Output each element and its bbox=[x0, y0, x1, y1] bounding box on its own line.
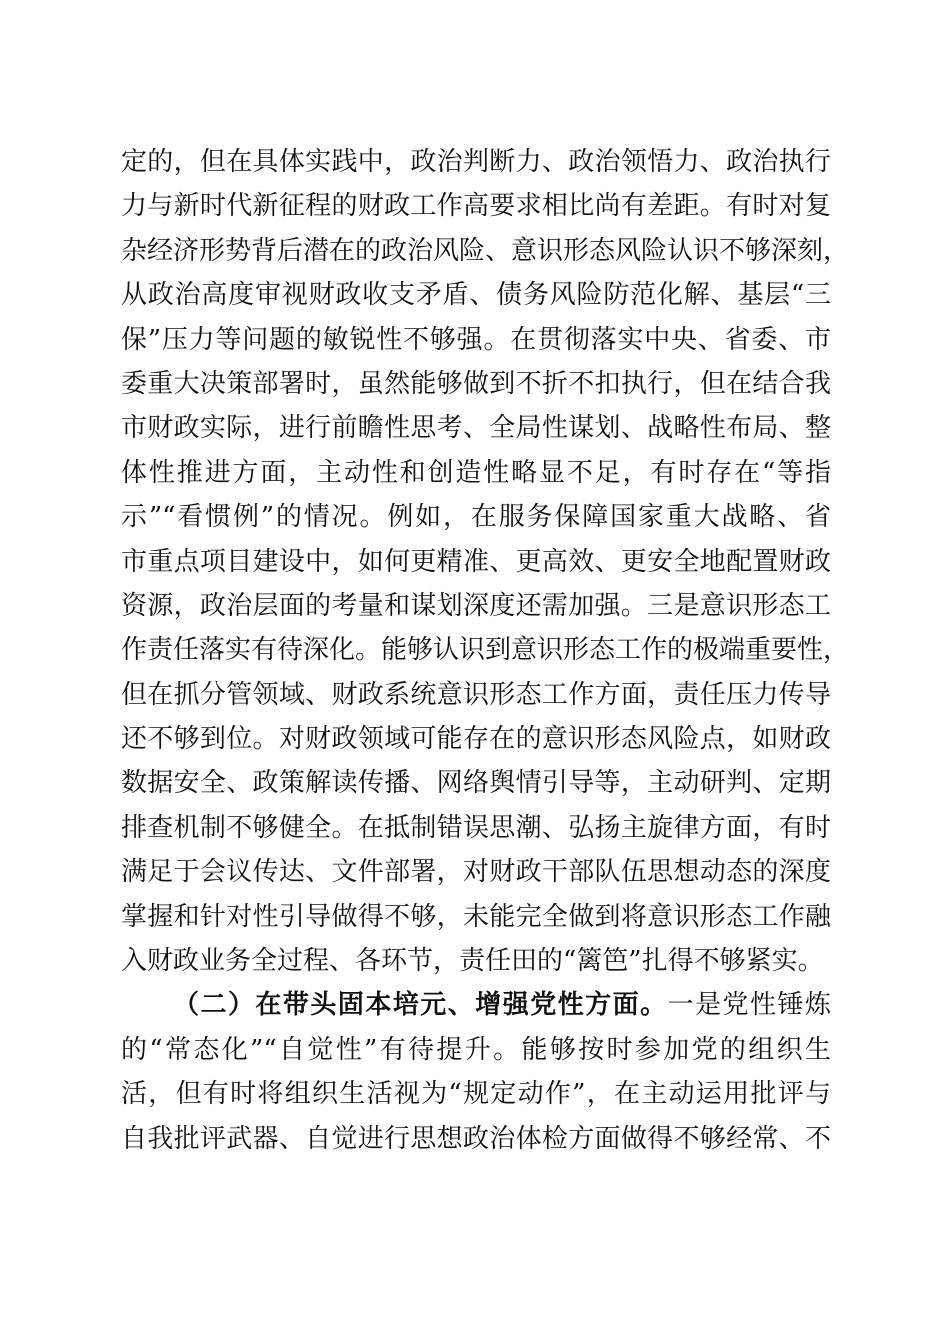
text-line: 掌握和针对性引导做得不够，未能完全做到将意识形态工作融 bbox=[121, 901, 831, 932]
text-line: 还不够到位。对财政领域可能存在的意识形态风险点，如财政 bbox=[121, 724, 831, 755]
text-line: 资源，政治层面的考量和谋划深度还需加强。三是意识形态工 bbox=[121, 590, 831, 621]
text-line: 体性推进方面，主动性和创造性略显不足，有时存在“等指 bbox=[121, 457, 831, 488]
text-line: 自我批评武器、自觉进行思想政治体检方面做得不够经常、不 bbox=[121, 1123, 831, 1154]
section-first-line bbox=[121, 983, 831, 1027]
text-line: 排查机制不够健全。在抵制错误思潮、弘扬主旋律方面，有时 bbox=[121, 812, 831, 843]
text-line: 活，但有时将组织生活视为“规定动作”，在主动运用批评与 bbox=[121, 1079, 831, 1110]
text-line: 市重点项目建设中，如何更精准、更高效、更安全地配置财政 bbox=[121, 546, 831, 577]
section-first-line-rest: 一是党性锤炼 bbox=[667, 990, 831, 1021]
text-line: 委重大决策部署时，虽然能够做到不折不扣执行，但在结合我 bbox=[121, 368, 831, 399]
text-line: 市财政实际，进行前瞻性思考、全局性谋划、战略性布局、整 bbox=[121, 413, 831, 444]
text-line: 从政治高度审视财政收支矛盾、债务风险防范化解、基层“三 bbox=[121, 280, 831, 311]
text-line: 入财政业务全过程、各环节，责任田的“篱笆”扎得不够紧实。 bbox=[121, 946, 824, 977]
text-line: 示”“看惯例”的情况。例如，在服务保障国家重大战略、省 bbox=[121, 502, 831, 533]
text-line: 的“常态化”“自觉性”有待提升。能够按时参加党的组织生 bbox=[121, 1034, 831, 1065]
text-line: 杂经济形势背后潜在的政治风险、意识形态风险认识不够深刻， bbox=[121, 235, 850, 266]
text-line: 作责任落实有待深化。能够认识到意识形态工作的极端重要性， bbox=[121, 635, 850, 666]
text-line: 数据安全、政策解读传播、网络舆情引导等，主动研判、定期 bbox=[121, 768, 831, 799]
text-line: 力与新时代新征程的财政工作高要求相比尚有差距。有时对复 bbox=[121, 191, 831, 222]
body-text bbox=[121, 140, 850, 1161]
section-heading: （二）在带头固本培元、增强党性方面。 bbox=[173, 990, 668, 1021]
text-line: 定的，但在具体实践中，政治判断力、政治领悟力、政治执行 bbox=[121, 147, 831, 177]
text-line: 满足于会议传达、文件部署，对财政干部队伍思想动态的深度 bbox=[121, 857, 831, 888]
text-line: 保”压力等问题的敏锐性不够强。在贯彻落实中央、省委、市 bbox=[121, 324, 831, 355]
text-line: 但在抓分管领域、财政系统意识形态工作方面，责任压力传导 bbox=[121, 679, 831, 710]
